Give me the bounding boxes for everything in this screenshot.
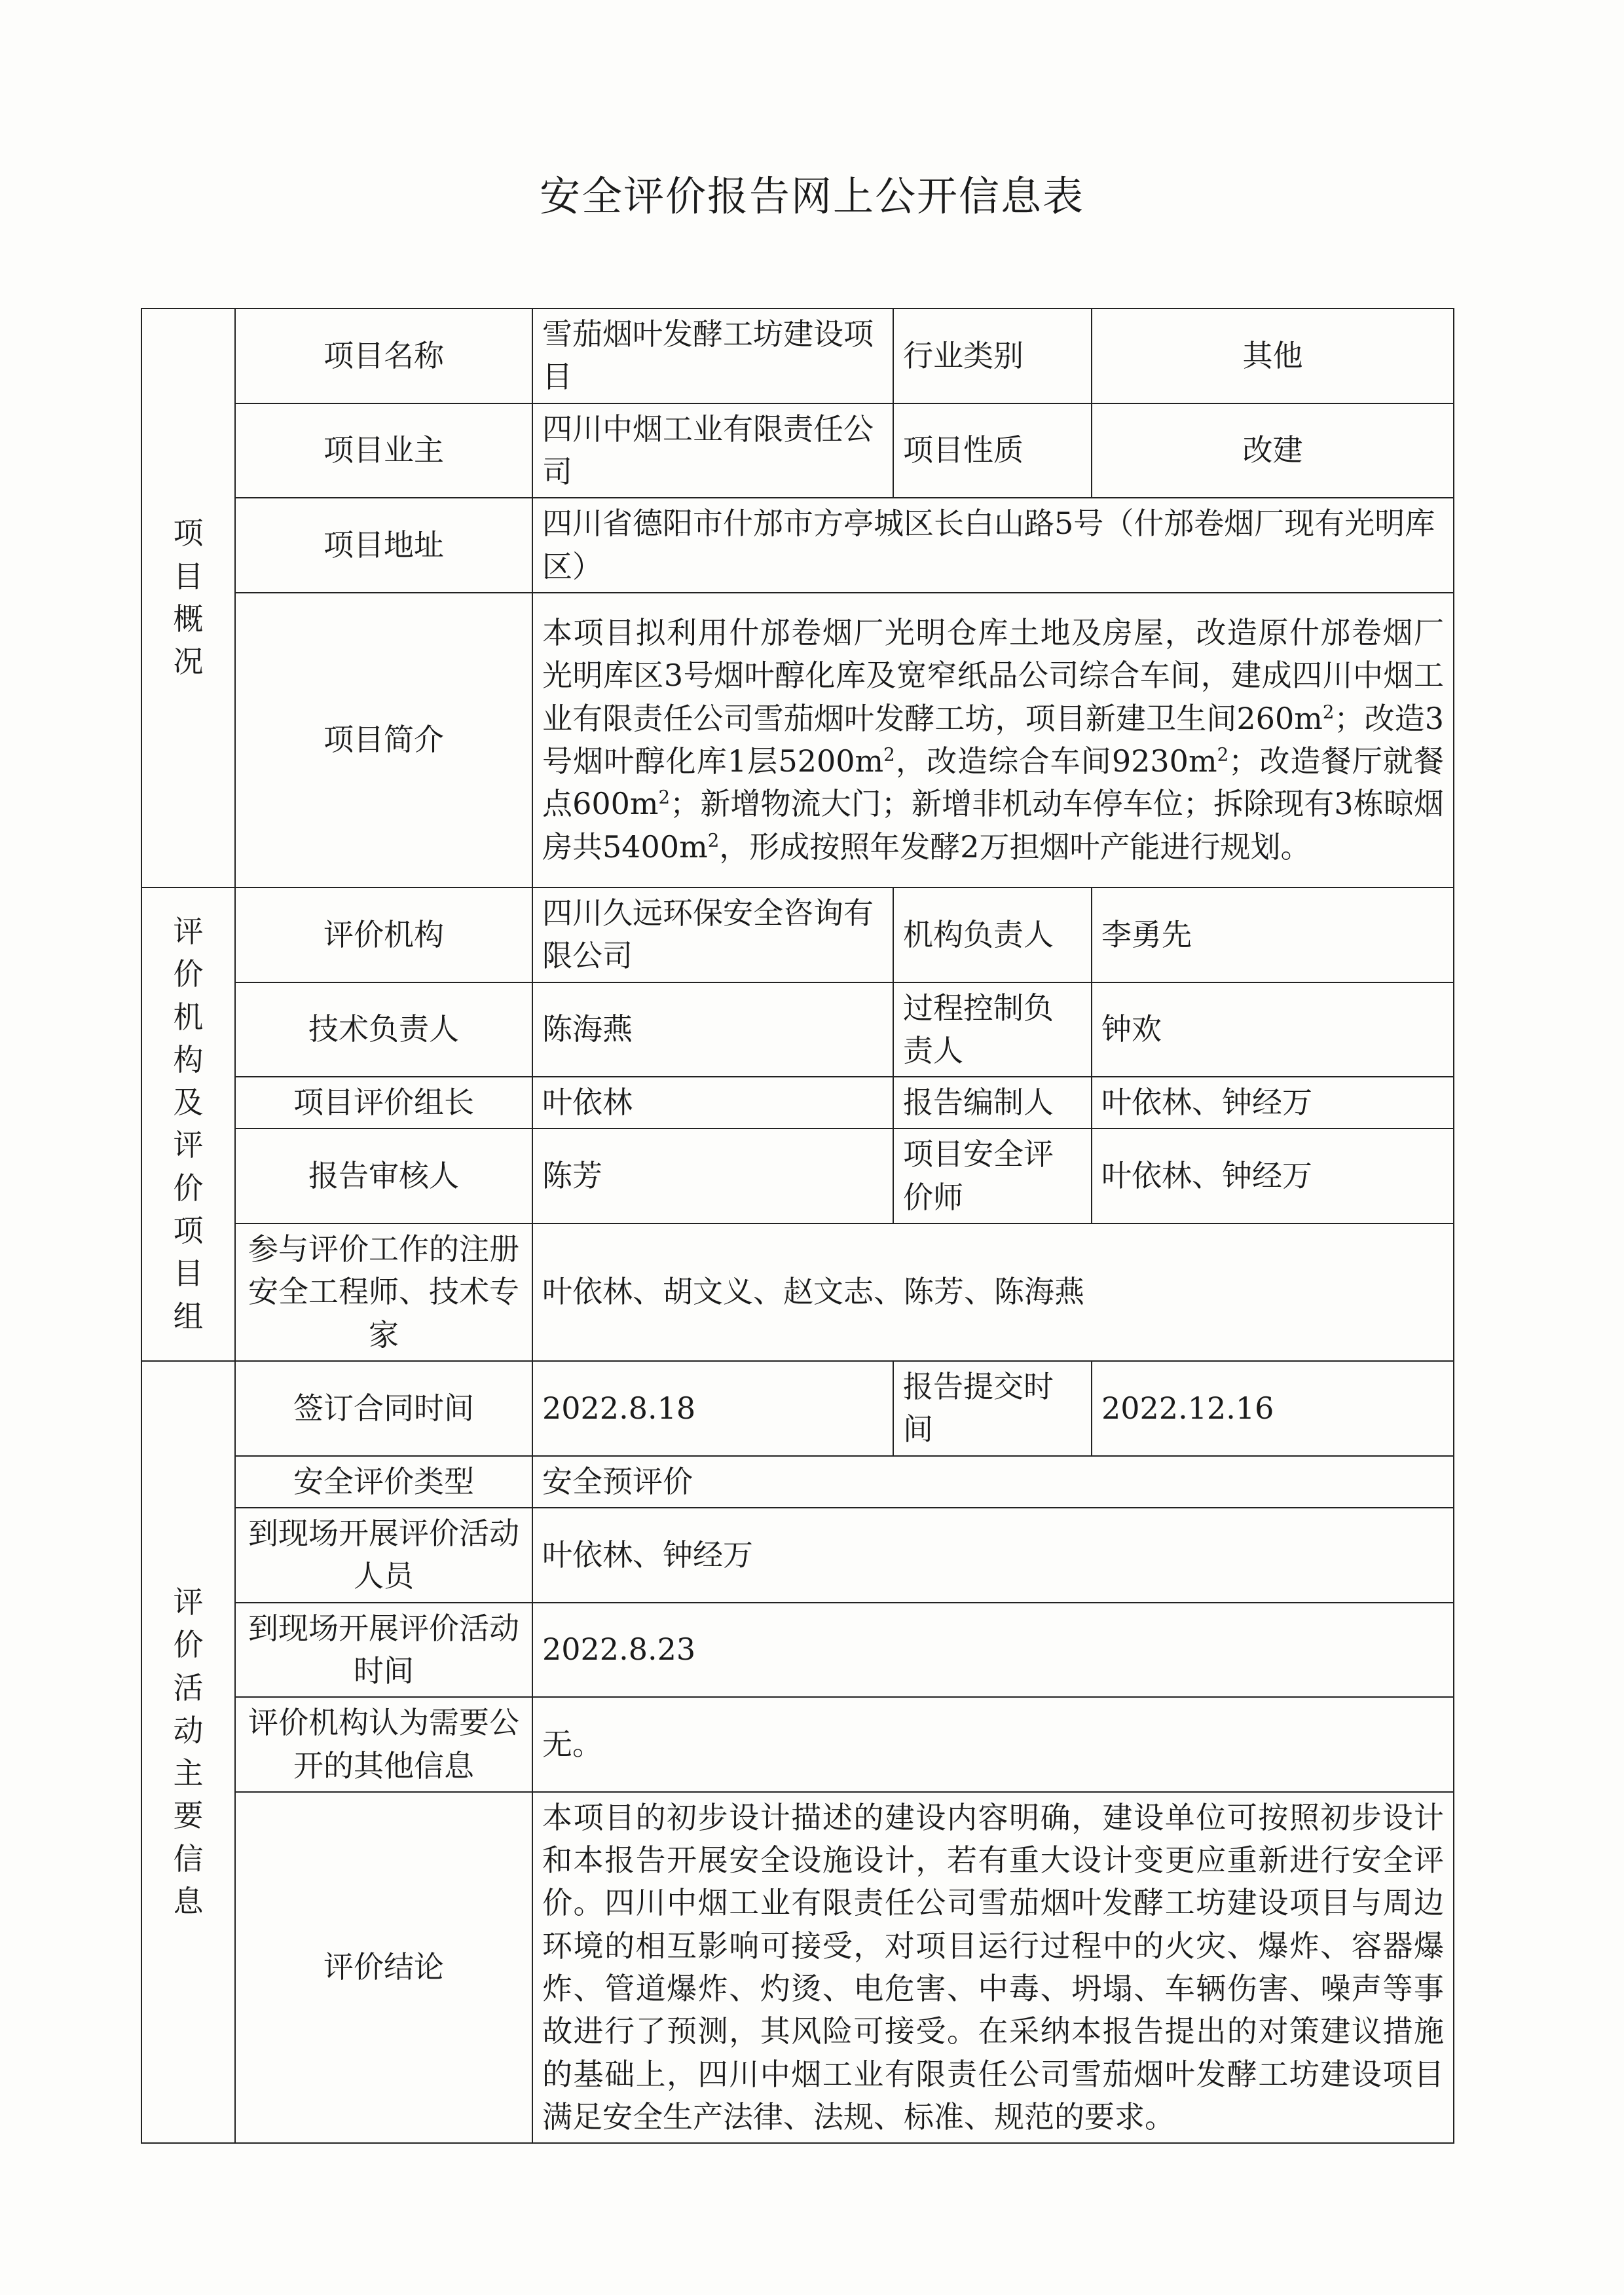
project-name-value: 雪茄烟叶发酵工坊建设项目: [532, 308, 893, 403]
onsite-time-label: 到现场开展评价活动时间: [235, 1603, 532, 1698]
info-table: [141, 308, 1454, 2144]
participants-value: 叶依林、胡文义、赵文志、陈芳、陈海燕: [532, 1223, 1454, 1361]
participants-label: 参与评价工作的注册安全工程师、技术专家: [235, 1223, 532, 1361]
submit-date-value: 2022.12.16: [1092, 1361, 1454, 1456]
team-lead-value: 叶依林: [532, 1077, 893, 1129]
eval-type-label: 安全评价类型: [235, 1456, 532, 1508]
reviewer-label: 报告审核人: [235, 1129, 532, 1223]
intro-value: 本项目拟利用什邡卷烟厂光明仓库土地及房屋，改造原什邡卷烟厂光明库区3号烟叶醇化库及宽窄纸品公司综合车间，建成四川中烟工业有限责任公司雪茄烟叶发酵工坊，项目新建卫生间$260m^2$；改造3号烟叶醇化库1层$5200m^2$，改造综合车间$9230m^2$；改造餐厅就餐点$600m^2$；新增物流大门；新增非机动车停车位；拆除现有3栋晾烟房共$5400m^2$，形成按照年发酵2万担烟叶产能进行规划。: [532, 593, 1454, 887]
team-lead-label: 项目评价组长: [235, 1077, 532, 1129]
nature-label: 项目性质: [893, 403, 1092, 498]
reviewer-value: 陈芳: [532, 1129, 893, 1223]
compiler-label: 报告编制人: [893, 1077, 1092, 1129]
address-label: 项目地址: [235, 498, 532, 593]
compiler-value: 叶依林、钟经万: [1092, 1077, 1454, 1129]
safety-evaluator-label: 项目安全评价师: [893, 1129, 1092, 1223]
org-label: 评价机构: [235, 887, 532, 982]
industry-label: 行业类别: [893, 308, 1092, 403]
nature-value: 改建: [1092, 403, 1454, 498]
org-value: 四川久远环保安全咨询有限公司: [532, 887, 893, 982]
other-info-label: 评价机构认为需要公开的其他信息: [235, 1697, 532, 1792]
tech-head-value: 陈海燕: [532, 982, 893, 1077]
onsite-time-value: 2022.8.23: [532, 1603, 1454, 1698]
contract-date-label: 签订合同时间: [235, 1361, 532, 1456]
industry-value: 其他: [1092, 308, 1454, 403]
project-name-label: 项目名称: [235, 308, 532, 403]
process-head-value: 钟欢: [1092, 982, 1454, 1077]
onsite-staff-value: 叶依林、钟经万: [532, 1508, 1454, 1603]
owner-value: 四川中烟工业有限责任公司: [532, 403, 893, 498]
contract-date-value: 2022.8.18: [532, 1361, 893, 1456]
section-heading-activities: 评价活动主要信息: [141, 1361, 235, 2143]
onsite-staff-label: 到现场开展评价活动人员: [235, 1508, 532, 1603]
conclusion-label: 评价结论: [235, 1792, 532, 2144]
eval-type-value: 安全预评价: [532, 1456, 1454, 1508]
process-head-label: 过程控制负责人: [893, 982, 1092, 1077]
owner-label: 项目业主: [235, 403, 532, 498]
tech-head-label: 技术负责人: [235, 982, 532, 1077]
section-heading-overview: 项目概况: [141, 308, 235, 887]
safety-evaluator-value: 叶依林、钟经万: [1092, 1129, 1454, 1223]
other-info-value: 无。: [532, 1697, 1454, 1792]
section-heading-organization: 评价机构及评价项目组: [141, 887, 235, 1361]
conclusion-value: 本项目的初步设计描述的建设内容明确，建设单位可按照初步设计和本报告开展安全设施设计，若有重大设计变更应重新进行安全评价。四川中烟工业有限责任公司雪茄烟叶发酵工坊建设项目与周边环境的相互影响可接受，对项目运行过程中的火灾、爆炸、容器爆炸、管道爆炸、灼烫、电危害、中毒、坍塌、车辆伤害、噪声等事故进行了预测，其风险可接受。在采纳本报告提出的对策建议措施的基础上，四川中烟工业有限责任公司雪茄烟叶发酵工坊建设项目满足安全生产法律、法规、标准、规范的要求。: [532, 1792, 1454, 2144]
address-value: 四川省德阳市什邡市方亭城区长白山路5号（什邡卷烟厂现有光明库区）: [532, 498, 1454, 593]
org-head-label: 机构负责人: [893, 887, 1092, 982]
submit-date-label: 报告提交时间: [893, 1361, 1092, 1456]
org-head-value: 李勇先: [1092, 887, 1454, 982]
intro-label: 项目简介: [235, 593, 532, 887]
page-title: 安全评价报告网上公开信息表: [539, 172, 1084, 220]
